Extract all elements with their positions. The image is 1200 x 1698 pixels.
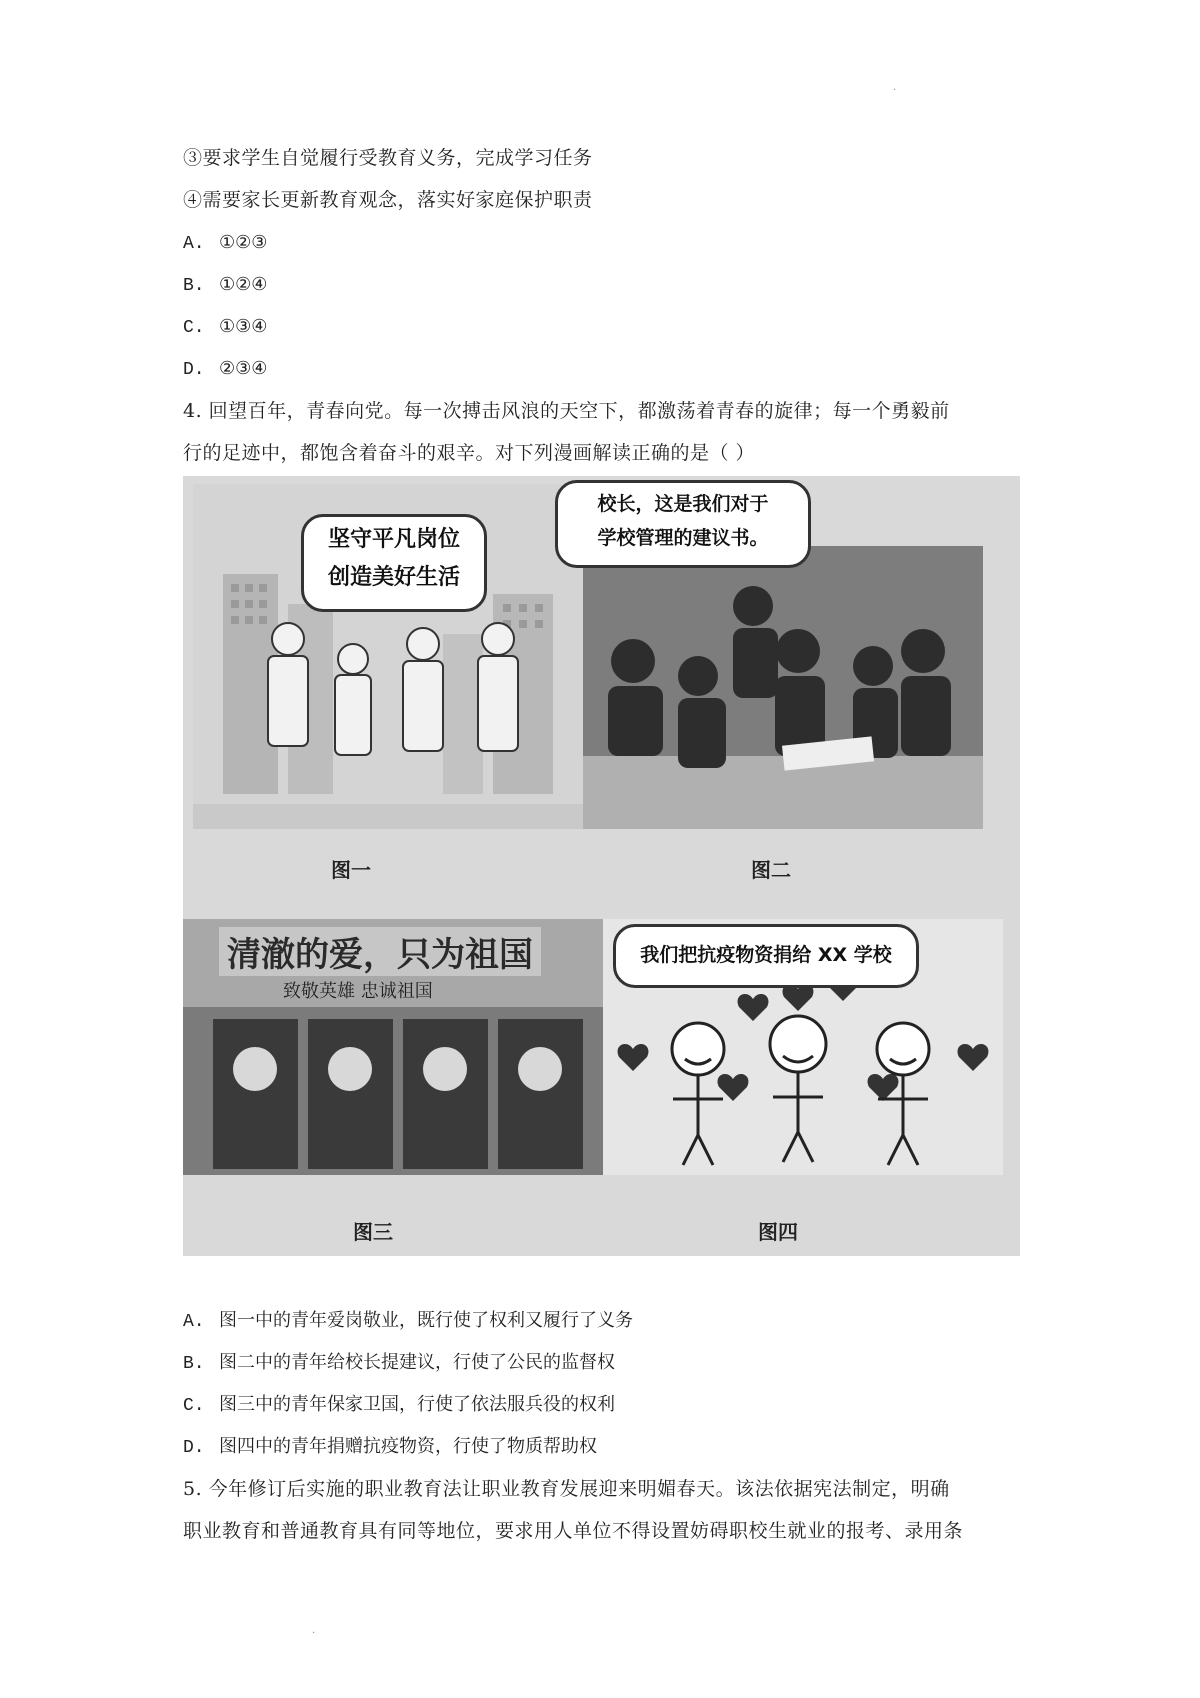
- q4-figure: [183, 476, 1020, 1256]
- option-3-statement: ③要求学生自觉履行受教育义务，完成学习任务: [183, 147, 593, 169]
- fig1-speech-bubble: [301, 514, 487, 612]
- choice-label: D.: [183, 360, 205, 380]
- choice-label: B.: [183, 1354, 205, 1374]
- fig4-caption: 图四: [758, 1220, 798, 1244]
- choice-text: ①②④: [219, 274, 268, 295]
- choice-label: C.: [183, 1396, 205, 1416]
- fig2-bubble-line-2: 学校管理的建议书。: [597, 527, 769, 549]
- q4-choice-d[interactable]: [183, 1435, 597, 1460]
- q5-stem-line-1: 5. 今年修订后实施的职业教育法让职业教育发展迎来明媚春天。该法依据宪法制定，明确: [183, 1478, 950, 1500]
- fig2-bubble-line-1: 校长，这是我们对于: [597, 493, 769, 515]
- q4-choice-a[interactable]: [183, 1309, 633, 1334]
- fig3-title: 清澈的爱，只为祖国: [219, 927, 541, 976]
- choice-text: 图三中的青年保家卫国，行使了依法服兵役的权利: [219, 1394, 615, 1415]
- choice-text: 图一中的青年爱岗敬业，既行使了权利又履行了义务: [219, 1310, 633, 1331]
- page-mark: .: [893, 82, 897, 93]
- q4-stem-line-1: 4. 回望百年，青春向党。每一次搏击风浪的天空下，都激荡着青春的旋律；每一个勇毅前: [183, 400, 950, 422]
- fig3-caption: 图三: [353, 1220, 393, 1244]
- choice-label: A.: [183, 1312, 205, 1332]
- fig1-bubble-line-2: 创造美好生活: [327, 565, 460, 590]
- choice-text: ②③④: [219, 358, 268, 379]
- fig2-caption: 图二: [751, 858, 791, 882]
- q3-choice-a[interactable]: [183, 231, 267, 256]
- choice-label: A.: [183, 234, 205, 254]
- page-mark: .: [312, 1625, 316, 1636]
- choice-text: 图四中的青年捐赠抗疫物资，行使了物质帮助权: [219, 1436, 597, 1457]
- choice-text: ①③④: [219, 316, 268, 337]
- q3-choice-b[interactable]: [183, 273, 267, 298]
- q4-choice-b[interactable]: [183, 1351, 615, 1376]
- fig1-bubble-line-1: 坚守平凡岗位: [327, 527, 460, 552]
- fig2-photo: [583, 546, 983, 829]
- fig3-subtitle: 致敬英雄 忠诚祖国: [283, 981, 433, 1002]
- choice-text: 图二中的青年给校长提建议，行使了公民的监督权: [219, 1352, 615, 1373]
- fig4-cartoon: [603, 919, 1003, 1175]
- q5-stem-line-2: 职业教育和普通教育具有同等地位，要求用人单位不得设置妨碍职校生就业的报考、录用条: [183, 1520, 964, 1542]
- choice-label: B.: [183, 276, 205, 296]
- q3-choice-d[interactable]: [183, 357, 267, 382]
- q3-choice-c[interactable]: [183, 315, 267, 340]
- fig2-illustration: [583, 546, 983, 829]
- fig2-speech-bubble: [555, 480, 811, 568]
- choice-label: D.: [183, 1438, 205, 1458]
- fig1-panel: [193, 484, 588, 829]
- fig4-speech-bubble: 我们把抗疫物资捐给 XX 学校: [613, 924, 919, 988]
- choice-text: ①②③: [219, 232, 268, 253]
- choice-label: C.: [183, 318, 205, 338]
- option-4-statement: ④需要家长更新教育观念，落实好家庭保护职责: [183, 189, 593, 211]
- fig3-poster: [183, 919, 603, 1175]
- q4-choice-c[interactable]: [183, 1393, 615, 1418]
- fig1-caption: 图一: [331, 858, 371, 882]
- q4-stem-line-2: 行的足迹中，都饱含着奋斗的艰辛。对下列漫画解读正确的是（ ）: [183, 442, 756, 464]
